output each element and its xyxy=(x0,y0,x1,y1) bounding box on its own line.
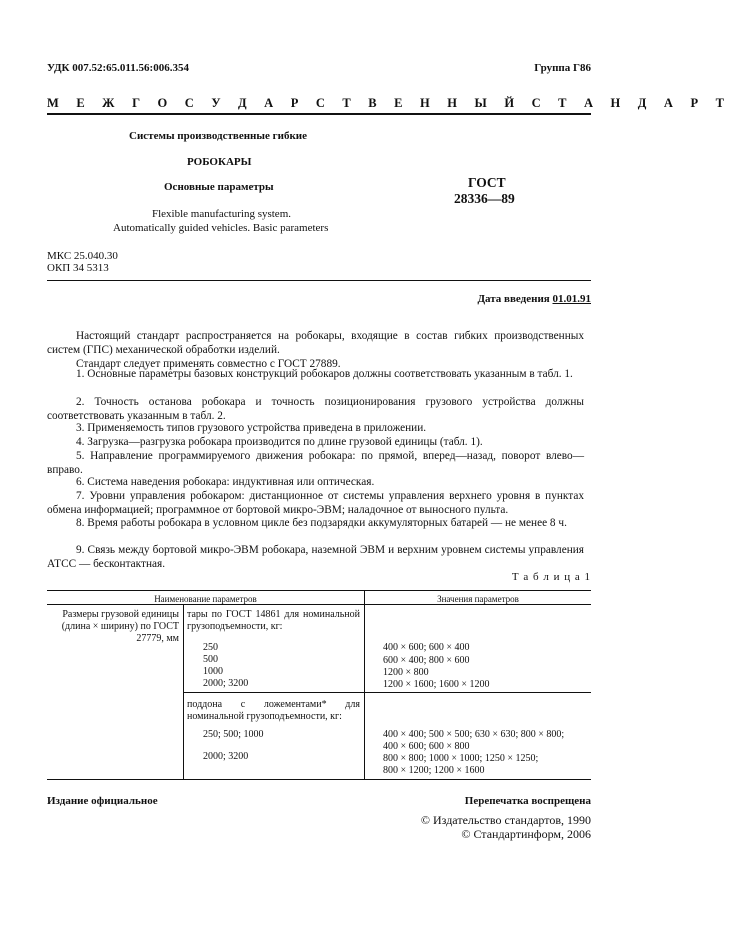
group1-load-2000: 2000; 3200 xyxy=(203,678,249,689)
paragraph-8: 8. Время работы робокара в условном цикле без подзарядки аккумуляторных батарей — не менее 8 ч. xyxy=(76,517,567,529)
paragraph-4: 4. Загрузка—разгрузка робокара производится по длине грузовой единицы (табл. 1). xyxy=(76,436,483,448)
group1-value-4: 1200 × 1600; 1600 × 1200 xyxy=(383,679,490,690)
codes-rule xyxy=(47,280,591,281)
param-name: Размеры грузовой единицы (длина × ширину) по ГОСТ 27779, мм xyxy=(61,609,179,644)
group1-value-3: 1200 × 800 xyxy=(383,667,429,678)
group1-title: тары по ГОСТ 14861 для номинальной грузоподъемности, кг: xyxy=(187,609,360,632)
group1-value-2: 600 × 400; 800 × 600 xyxy=(383,655,470,666)
paragraph-1: 1. Основные параметры базовых конструкций робокаров должны соответствовать указанным в табл. 1. xyxy=(76,368,573,380)
group2-value-2: 400 × 600; 600 × 800 xyxy=(383,741,470,752)
title-english-1: Flexible manufacturing system. xyxy=(152,208,291,220)
paragraph-6: 6. Система наведения робокара: индуктивная или оптическая. xyxy=(76,476,375,488)
edition-label: Издание официальное xyxy=(47,795,158,807)
group1-value-1: 400 × 600; 600 × 400 xyxy=(383,642,470,653)
standard-banner: М Е Ж Г О С У Д А Р С Т В Е Н Н Ы Й С Т А Н Д А Р Т xyxy=(47,96,731,110)
gost-label: ГОСТ xyxy=(468,175,506,190)
group1-load-250: 250 xyxy=(203,642,218,653)
group2-value-4: 800 × 1200; 1200 × 1600 xyxy=(383,765,485,776)
udk-code: УДК 007.52:65.011.56:006.354 xyxy=(47,62,189,74)
paragraph-2: 2. Точность останова робокара и точность позиционирования грузового устройства должны соответствовать указанным в табл. 2. xyxy=(47,396,584,422)
intro-date-value: 01.01.91 xyxy=(552,293,591,305)
group1-load-1000: 1000 xyxy=(203,666,223,677)
intro-date-label: Дата введения xyxy=(477,293,553,305)
reprint-label: Перепечатка воспрещена xyxy=(464,795,591,807)
paragraph-scope: Настоящий стандарт распространяется на робокары, входящие в состав гибких производственных систем (ГПС) механической обработки изделий. xyxy=(47,330,584,356)
group2-title: поддона с ложементами* для номинальной грузоподъемности, кг: xyxy=(187,699,360,722)
gost-number: 28336—89 xyxy=(454,191,515,206)
paragraph-9: 9. Связь между бортовой микро-ЭВМ робокара, наземной ЭВМ и верхним уровнем системы управления АТСС — бесконтактная. xyxy=(47,544,584,570)
group2-load-1: 250; 500; 1000 xyxy=(203,729,264,740)
group2-value-1: 400 × 400; 500 × 500; 630 × 630; 800 × 800; xyxy=(383,729,565,740)
title-english-2: Automatically guided vehicles. Basic parameters xyxy=(113,222,329,234)
paragraph-5: 5. Направление программируемого движения робокара: по прямой, вперед—назад, поворот влево—вправо. xyxy=(47,450,584,476)
title-line-2: РОБОКАРЫ xyxy=(187,156,252,168)
copyright-2: © Стандартинформ, 2006 xyxy=(461,827,591,841)
copyright-1: © Издательство стандартов, 1990 xyxy=(420,813,591,827)
col-header-params: Наименование параметров xyxy=(154,594,257,604)
paragraph-usage: Стандарт следует применять совместно с ГОСТ 27889. xyxy=(76,358,341,370)
group2-load-2: 2000; 3200 xyxy=(203,751,249,762)
banner-rule xyxy=(47,113,591,115)
group1-load-500: 500 xyxy=(203,654,218,665)
title-line-1: Системы производственные гибкие xyxy=(129,130,308,142)
okp-code: ОКП 34 5313 xyxy=(47,262,109,274)
group-code: Группа Г86 xyxy=(534,62,591,74)
paragraph-3: 3. Применяемость типов грузового устройства приведена в приложении. xyxy=(76,422,427,434)
intro-date xyxy=(477,293,591,305)
col-header-values: Значения параметров xyxy=(437,594,519,604)
title-line-3: Основные параметры xyxy=(164,181,274,193)
paragraph-7: 7. Уровни управления робокаром: дистанционное от системы управления верхнего уровня в пунктах обмена информацией; программное от бортовой микро-ЭВМ; наладочное от выносного пульта. xyxy=(47,490,584,516)
table-caption: Т а б л и ц а 1 xyxy=(511,571,591,583)
mks-code: МКС 25.040.30 xyxy=(47,250,118,262)
group2-value-3: 800 × 800; 1000 × 1000; 1250 × 1250; xyxy=(383,753,539,764)
